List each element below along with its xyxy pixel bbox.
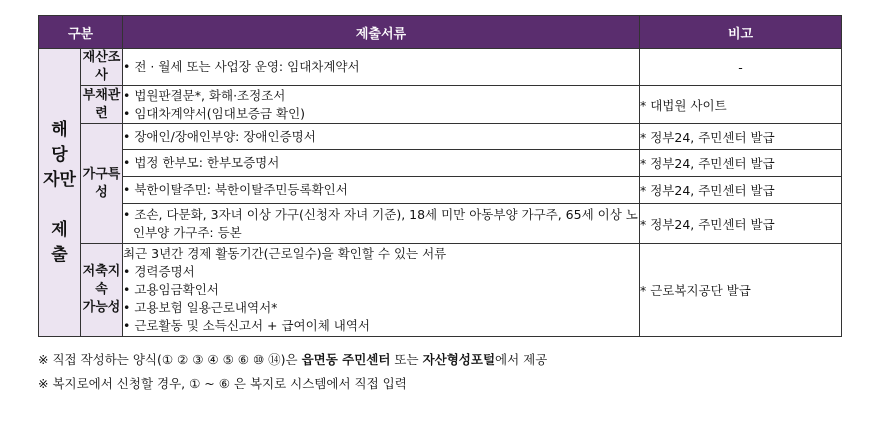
documents-cell: • 법원판결문*, 화해·조정조서 • 임대차계약서(임대보증금 확인) bbox=[123, 86, 640, 124]
remark-cell: * 정부24, 주민센터 발급 bbox=[640, 177, 842, 204]
table-row bbox=[39, 49, 842, 86]
remark-cell: * 정부24, 주민센터 발급 bbox=[640, 124, 842, 150]
category-household: 가구특 성 bbox=[81, 124, 123, 244]
documents-cell: 최근 3년간 경제 활동기간(근로일수)을 확인할 수 있는 서류 • 경력증명서 • 고용임금확인서 • 고용보험 일용근로내역서* • 근로활동 및 소득신고서 + 급여이체 내역서 bbox=[123, 244, 640, 337]
remark-cell: * 근로복지공단 발급 bbox=[640, 244, 842, 337]
header-row bbox=[39, 16, 842, 49]
documents-cell: • 장애인/장애인부양: 장애인증명서 bbox=[123, 124, 640, 150]
footnote-forms: ※ 직접 작성하는 양식(① ② ③ ④ ⑤ ⑥ ⑩ ⑭)은 읍면동 주민센터 또는 자산형성포털에서 제공 bbox=[38, 352, 548, 367]
remark-cell: * 정부24, 주민센터 발급 bbox=[640, 204, 842, 244]
header-category: 구분 bbox=[39, 16, 123, 49]
table-row bbox=[39, 177, 842, 204]
documents-cell: • 북한이탈주민: 북한이탈주민등록확인서 bbox=[123, 177, 640, 204]
remark-cell: - bbox=[640, 49, 842, 86]
category-property: 재산조 사 bbox=[81, 49, 123, 86]
table-row bbox=[39, 150, 842, 177]
documents-cell: • 조손, 다문화, 3자녀 이상 가구(신청자 자녀 기준), 18세 미만 아동부양 가구주, 65세 이상 노 인부양 가구주: 등본 bbox=[123, 204, 640, 244]
documents-cell: • 전 · 월세 또는 사업장 운영: 임대차계약서 bbox=[123, 49, 640, 86]
table-row bbox=[39, 124, 842, 150]
table-row bbox=[39, 244, 842, 337]
table-row bbox=[39, 86, 842, 124]
category-debt: 부채관 련 bbox=[81, 86, 123, 124]
header-remarks: 비고 bbox=[640, 16, 842, 49]
remark-cell: * 대법원 사이트 bbox=[640, 86, 842, 124]
submission-table bbox=[38, 15, 842, 337]
header-documents: 제출서류 bbox=[123, 16, 640, 49]
remark-cell: * 정부24, 주민센터 발급 bbox=[640, 150, 842, 177]
table-row bbox=[39, 204, 842, 244]
footnote-bokjiro: ※ 복지로에서 신청할 경우, ① ~ ⑥ 은 복지로 시스템에서 직접 입력 bbox=[38, 376, 407, 391]
category-savings: 저축지 속 가능성 bbox=[81, 244, 123, 337]
documents-cell: • 법정 한부모: 한부모증명서 bbox=[123, 150, 640, 177]
applicant-label: 해 당 자만 제 출 bbox=[39, 49, 81, 337]
